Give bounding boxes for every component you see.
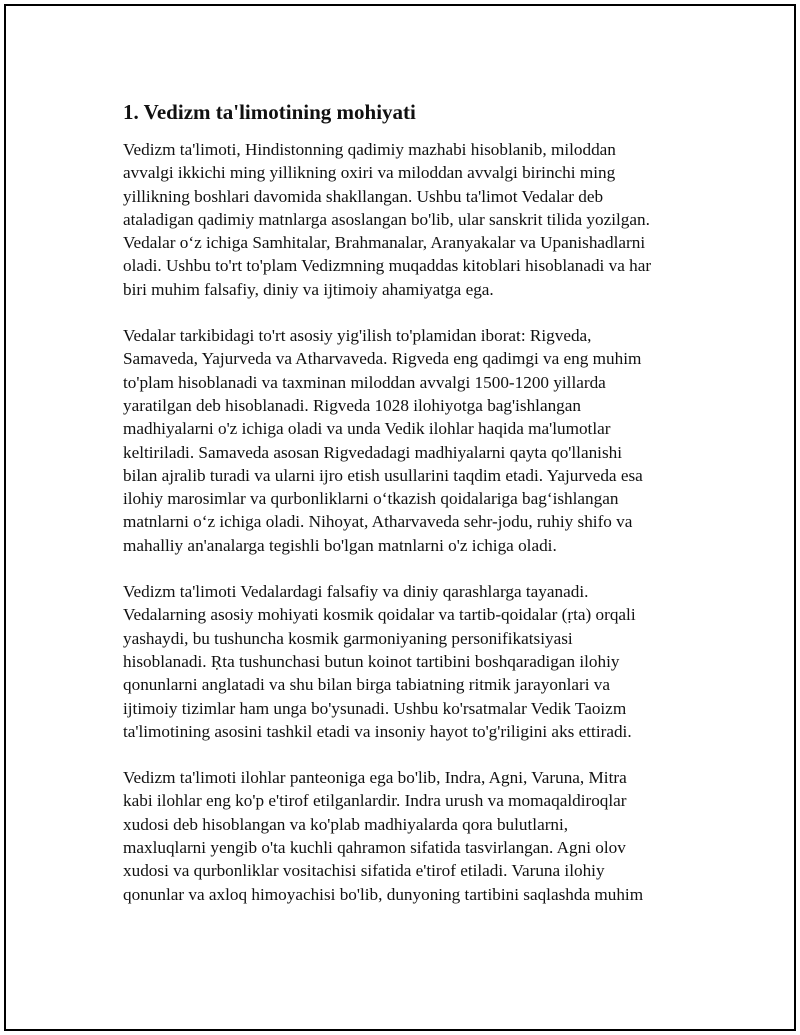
paragraph-line: xudosi va qurbonliklar vositachisi sifatida e'tirof etiladi. Varuna ilohiy <box>123 861 605 881</box>
section-heading: 1. Vedizm ta'limotining mohiyati <box>123 100 416 124</box>
paragraph-line: xudosi deb hisoblangan va ko'plab madhiyalarda qora bulutlarni, <box>123 814 569 834</box>
paragraph-1 <box>123 138 699 301</box>
paragraph-line: qonunlar va axloq himoyachisi bo'lib, dunyoning tartibini saqlashda muhim <box>123 884 644 904</box>
paragraph-line: maxluqlarni yengib o'ta kuchli qahramon sifatida tasvirlangan. Agni olov <box>123 838 626 858</box>
paragraph-3 <box>123 580 699 743</box>
paragraph-line: yillikning boshlari davomida shakllangan. Ushbu ta'limot Vedalar deb <box>123 186 604 206</box>
paragraph-line: Samaveda, Yajurveda va Atharvaveda. Rigveda eng qadimgi va eng muhim <box>123 349 642 369</box>
paragraph-line: yashaydi, bu tushuncha kosmik garmoniyaning personifikatsiyasi <box>123 628 573 648</box>
paragraph-4 <box>123 766 699 906</box>
paragraph-line: Vedalar tarkibidagi to'rt asosiy yig'ilish to'plamidan iborat: Rigveda, <box>123 326 592 346</box>
paragraph-line: hisoblanadi. Ṛta tushunchasi butun koinot tartibini boshqaradigan ilohiy <box>123 651 620 671</box>
paragraph-line: ataladigan qadimiy matnlarga asoslangan bo'lib, ular sanskrit tilida yozilgan. <box>123 209 650 229</box>
paragraph-line: keltiriladi. Samaveda asosan Rigvedadagi madhiyalarni qayta qo'llanishi <box>123 442 623 462</box>
paragraph-line: Vedizm ta'limoti ilohlar panteoniga ega bo'lib, Indra, Agni, Varuna, Mitra <box>123 768 627 788</box>
paragraph-line: oladi. Ushbu to'rt to'plam Vedizmning muqaddas kitoblari hisoblanadi va har <box>123 256 652 276</box>
paragraph-line: to'plam hisoblanadi va taxminan miloddan avvalgi 1500-1200 yillarda <box>123 372 606 392</box>
paragraph-2 <box>123 324 699 557</box>
paragraph-line: mahalliy an'analarga tegishli bo'lgan matnlarni o'z ichiga oladi. <box>123 535 557 555</box>
paragraph-line: bilan ajralib turadi va ularni ijro etish usullarini taqdim etadi. Yajurveda esa <box>123 465 643 485</box>
paragraph-line: ilohiy marosimlar va qurbonliklarni o‘tkazish qoidalariga bag‘ishlangan <box>123 489 619 509</box>
paragraph-line: matnlarni o‘z ichiga oladi. Nihoyat, Atharvaveda sehr-jodu, ruhiy shifo va <box>123 512 633 532</box>
paragraph-line: Vedizm ta'limoti Vedalardagi falsafiy va diniy qarashlarga tayanadi. <box>123 582 589 602</box>
document-body <box>119 98 699 929</box>
paragraph-line: ta'limotining asosini tashkil etadi va insoniy hayot to'g'riligini aks ettiradi. <box>123 721 632 741</box>
paragraph-line: kabi ilohlar eng ko'p e'tirof etilganlardir. Indra urush va momaqaldiroqlar <box>123 791 627 811</box>
paragraph-line: Vedalarning asosiy mohiyati kosmik qoidalar va tartib-qoidalar (ṛta) orqali <box>123 605 636 625</box>
paragraph-line: Vedizm ta'limoti, Hindistonning qadimiy mazhabi hisoblanib, miloddan <box>123 140 616 159</box>
paragraph-line: ijtimoiy tizimlar ham unga bo'ysunadi. Ushbu ko'rsatmalar Vedik Taoizm <box>123 698 627 718</box>
page-frame <box>4 4 796 1031</box>
paragraph-line: Vedalar o‘z ichiga Samhitalar, Brahmanalar, Aranyakalar va Upanishadlarni <box>123 233 646 253</box>
paragraph-line: biri muhim falsafiy, diniy va ijtimoiy ahamiyatga ega. <box>123 279 494 299</box>
paragraph-line: qonunlarni anglatadi va shu bilan birga tabiatning ritmik jarayonlari va <box>123 675 611 695</box>
paragraph-line: avvalgi ikkichi ming yillikning oxiri va miloddan avvalgi birinchi ming <box>123 163 616 183</box>
paragraph-line: yaratilgan deb hisoblanadi. Rigveda 1028 ilohiyotga bag'ishlangan <box>123 395 581 415</box>
paragraph-line: madhiyalarni o'z ichiga oladi va unda Vedik ilohlar haqida ma'lumotlar <box>123 419 611 439</box>
